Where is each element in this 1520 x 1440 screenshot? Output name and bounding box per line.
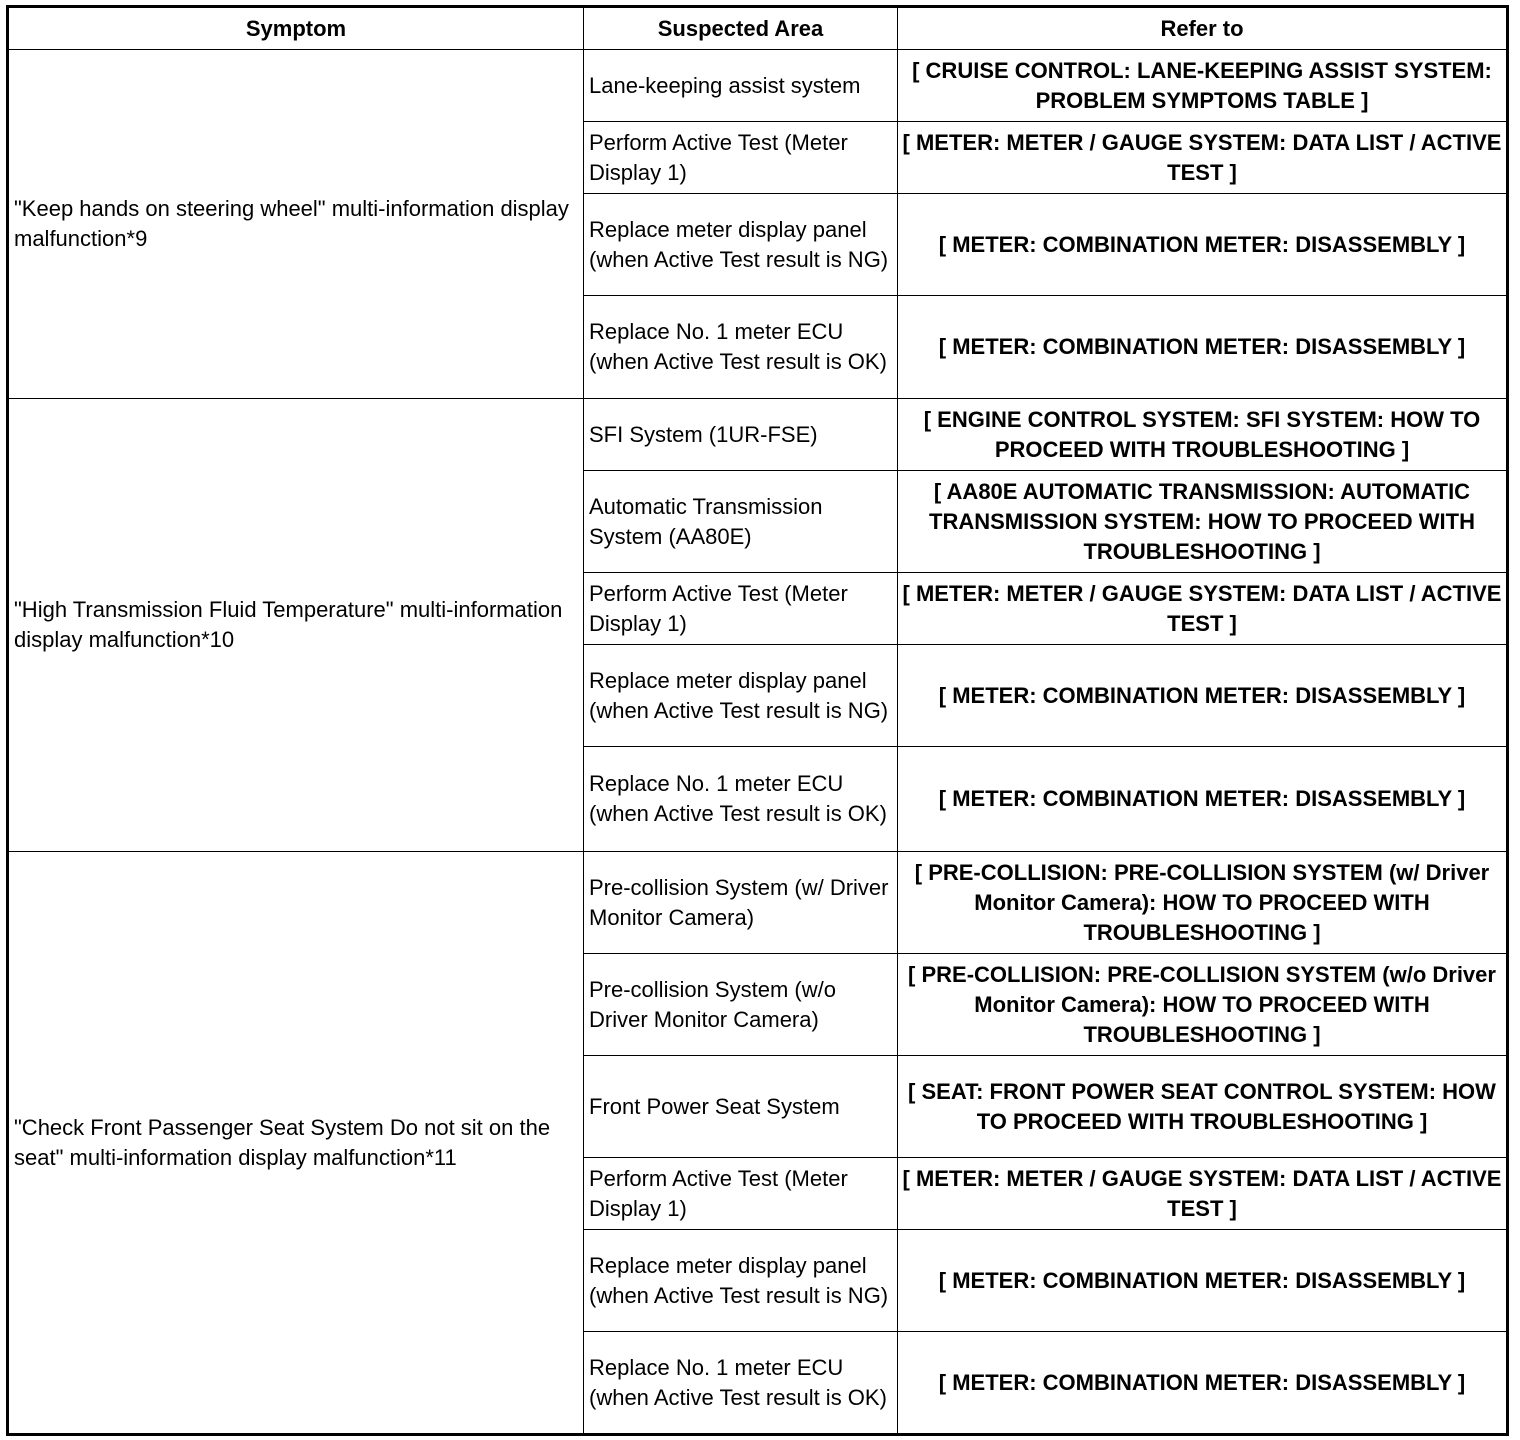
refer-to-link[interactable]: [ METER: COMBINATION METER: DISASSEMBLY ] [898, 1230, 1508, 1332]
suspected-area-cell: Front Power Seat System [584, 1056, 898, 1158]
refer-to-link[interactable]: [ METER: METER / GAUGE SYSTEM: DATA LIST / ACTIVE TEST ] [898, 573, 1508, 645]
symptom-cell: "Check Front Passenger Seat System Do not sit on the seat" multi-information display malfunction*11 [8, 852, 584, 1435]
suspected-area-cell: Perform Active Test (Meter Display 1) [584, 573, 898, 645]
header-suspected-area: Suspected Area [584, 7, 898, 50]
table-row [8, 399, 1508, 471]
refer-to-link[interactable]: [ METER: METER / GAUGE SYSTEM: DATA LIST / ACTIVE TEST ] [898, 122, 1508, 194]
symptom-cell: "Keep hands on steering wheel" multi-information display malfunction*9 [8, 50, 584, 399]
problem-symptoms-table [6, 5, 1509, 1436]
table-row [8, 50, 1508, 122]
suspected-area-cell: Perform Active Test (Meter Display 1) [584, 122, 898, 194]
refer-to-link[interactable]: [ PRE-COLLISION: PRE-COLLISION SYSTEM (w/o Driver Monitor Camera): HOW TO PROCEED WITH TROUBLESHOOTING ] [898, 954, 1508, 1056]
suspected-area-cell: Automatic Transmission System (AA80E) [584, 471, 898, 573]
suspected-area-cell: Pre-collision System (w/o Driver Monitor Camera) [584, 954, 898, 1056]
suspected-area-cell: Replace No. 1 meter ECU (when Active Test result is OK) [584, 1332, 898, 1435]
suspected-area-cell: Replace meter display panel (when Active Test result is NG) [584, 194, 898, 296]
suspected-area-cell: Lane-keeping assist system [584, 50, 898, 122]
symptom-cell: "High Transmission Fluid Temperature" multi-information display malfunction*10 [8, 399, 584, 852]
suspected-area-cell: Replace meter display panel (when Active Test result is NG) [584, 1230, 898, 1332]
refer-to-link[interactable]: [ METER: COMBINATION METER: DISASSEMBLY ] [898, 296, 1508, 399]
refer-to-link[interactable]: [ METER: COMBINATION METER: DISASSEMBLY ] [898, 645, 1508, 747]
refer-to-link[interactable]: [ AA80E AUTOMATIC TRANSMISSION: AUTOMATIC TRANSMISSION SYSTEM: HOW TO PROCEED WITH TROUBLESHOOTING ] [898, 471, 1508, 573]
refer-to-link[interactable]: [ METER: METER / GAUGE SYSTEM: DATA LIST / ACTIVE TEST ] [898, 1158, 1508, 1230]
refer-to-link[interactable]: [ SEAT: FRONT POWER SEAT CONTROL SYSTEM: HOW TO PROCEED WITH TROUBLESHOOTING ] [898, 1056, 1508, 1158]
header-row [8, 7, 1508, 50]
header-refer-to: Refer to [898, 7, 1508, 50]
header-symptom: Symptom [8, 7, 584, 50]
refer-to-link[interactable]: [ ENGINE CONTROL SYSTEM: SFI SYSTEM: HOW TO PROCEED WITH TROUBLESHOOTING ] [898, 399, 1508, 471]
refer-to-link[interactable]: [ PRE-COLLISION: PRE-COLLISION SYSTEM (w/ Driver Monitor Camera): HOW TO PROCEED WITH TROUBLESHOOTING ] [898, 852, 1508, 954]
suspected-area-cell: SFI System (1UR-FSE) [584, 399, 898, 471]
refer-to-link[interactable]: [ METER: COMBINATION METER: DISASSEMBLY ] [898, 1332, 1508, 1435]
refer-to-link[interactable]: [ METER: COMBINATION METER: DISASSEMBLY ] [898, 747, 1508, 852]
suspected-area-cell: Pre-collision System (w/ Driver Monitor Camera) [584, 852, 898, 954]
refer-to-link[interactable]: [ CRUISE CONTROL: LANE-KEEPING ASSIST SYSTEM: PROBLEM SYMPTOMS TABLE ] [898, 50, 1508, 122]
suspected-area-cell: Replace No. 1 meter ECU (when Active Test result is OK) [584, 747, 898, 852]
suspected-area-cell: Perform Active Test (Meter Display 1) [584, 1158, 898, 1230]
suspected-area-cell: Replace meter display panel (when Active Test result is NG) [584, 645, 898, 747]
table-row [8, 852, 1508, 954]
suspected-area-cell: Replace No. 1 meter ECU (when Active Test result is OK) [584, 296, 898, 399]
refer-to-link[interactable]: [ METER: COMBINATION METER: DISASSEMBLY ] [898, 194, 1508, 296]
